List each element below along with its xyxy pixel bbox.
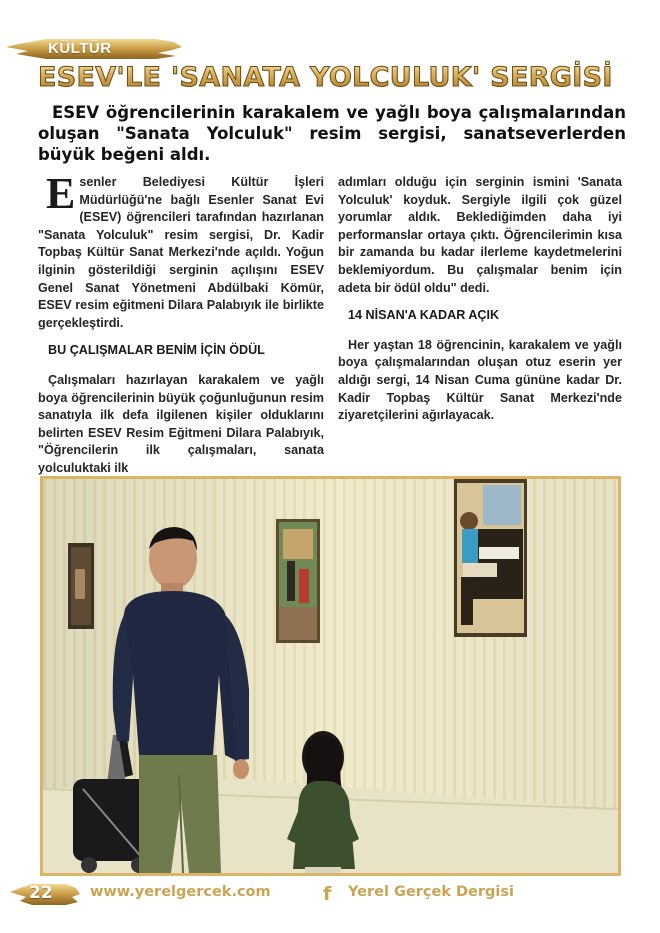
subhead-nisan: 14 NİSAN'A KADAR AÇIK	[348, 308, 500, 323]
page-footer	[0, 880, 660, 910]
exhibition-photo	[40, 476, 621, 876]
subhead-odul: BU ÇALIŞMALAR BENİM İÇİN ÖDÜL	[48, 343, 265, 358]
section-tag	[6, 38, 182, 60]
right-column	[338, 174, 622, 425]
left-column	[38, 169, 324, 478]
drop-cap: E	[46, 169, 76, 218]
page-number: 22	[29, 883, 53, 903]
painting-small-left	[68, 543, 94, 629]
painting-piano-girl	[454, 479, 527, 637]
facebook-icon: f	[323, 883, 332, 905]
website-link[interactable]: www.yerelgercek.com	[90, 884, 271, 900]
section-label: KÜLTÜR	[48, 40, 112, 57]
painting-street-scene	[276, 519, 320, 643]
article-lead: ESEV öğrencilerinin karakalem ve yağlı boya çalışmalarından oluşan "Sanata Yolculuk" resim sergisi, sanatseverlerden büyük beğeni aldı.	[38, 103, 626, 164]
article-headline: ESEV'LE 'SANATA YOLCULUK' SERGİSİ	[38, 62, 628, 93]
exhibition-paragraph: Her yaştan 18 öğrencinin, karakalem ve yağlı boya çalışmalarından oluşan otuz eserin yer aldığı sergi, 14 Nisan Cuma gününe kadar Dr. Kadir Topbaş Kültür Sanat Merkezi'nde ziyaretçilerini ağırlayacak.	[338, 337, 622, 423]
quote-continuation: adımları olduğu için serginin ismini 'Sanata Yolculuk' koyduk. Sergiyle ilgili çok güzel yorumlar aldık. Beklediğimden daha iyi performanslar ortaya çıktı. Öğrencilerimin kısa bir zamanda bu kadar ilerleme kaydetmelerini beklemiyordum. Bu çalışmalar benim için adeta bir ödül oldu" dedi.	[338, 175, 622, 295]
gallery-scene	[43, 479, 618, 873]
intro-text: senler Belediyesi Kültür İşleri Müdürlüğü'ne bağlı Esenler Sanat Evi (ESEV) öğrencileri tarafından hazırlanan "Sanata Yolculuk" resim sergisi, Dr. Kadir Topbaş Kültür Sanat Merkezi'nde açıldı. Yoğun ilginin gösterildiği serginin açılışını ESEV Genel Sanat Yönetmeni Abdülbaki Kömür, ESEV resim eğitmeni Dilara Palabıyık ile birlikte gerçekleştirdi.	[38, 175, 324, 330]
page-number-badge	[10, 882, 80, 906]
magazine-name: Yerel Gerçek Dergisi	[348, 884, 514, 900]
intro-paragraph	[38, 169, 324, 332]
quote-paragraph: Çalışmaları hazırlayan karakalem ve yağlı boya öğrencilerinin büyük çoğunluğunun resim sanatıyla ilk defa ilgilenen kişiler olduklarını belirten ESEV Resim Eğitmeni Dilara Palabıyık, "Öğrencilerin ilk çalışmaları, sanata yolculuktaki ilk	[38, 372, 324, 475]
